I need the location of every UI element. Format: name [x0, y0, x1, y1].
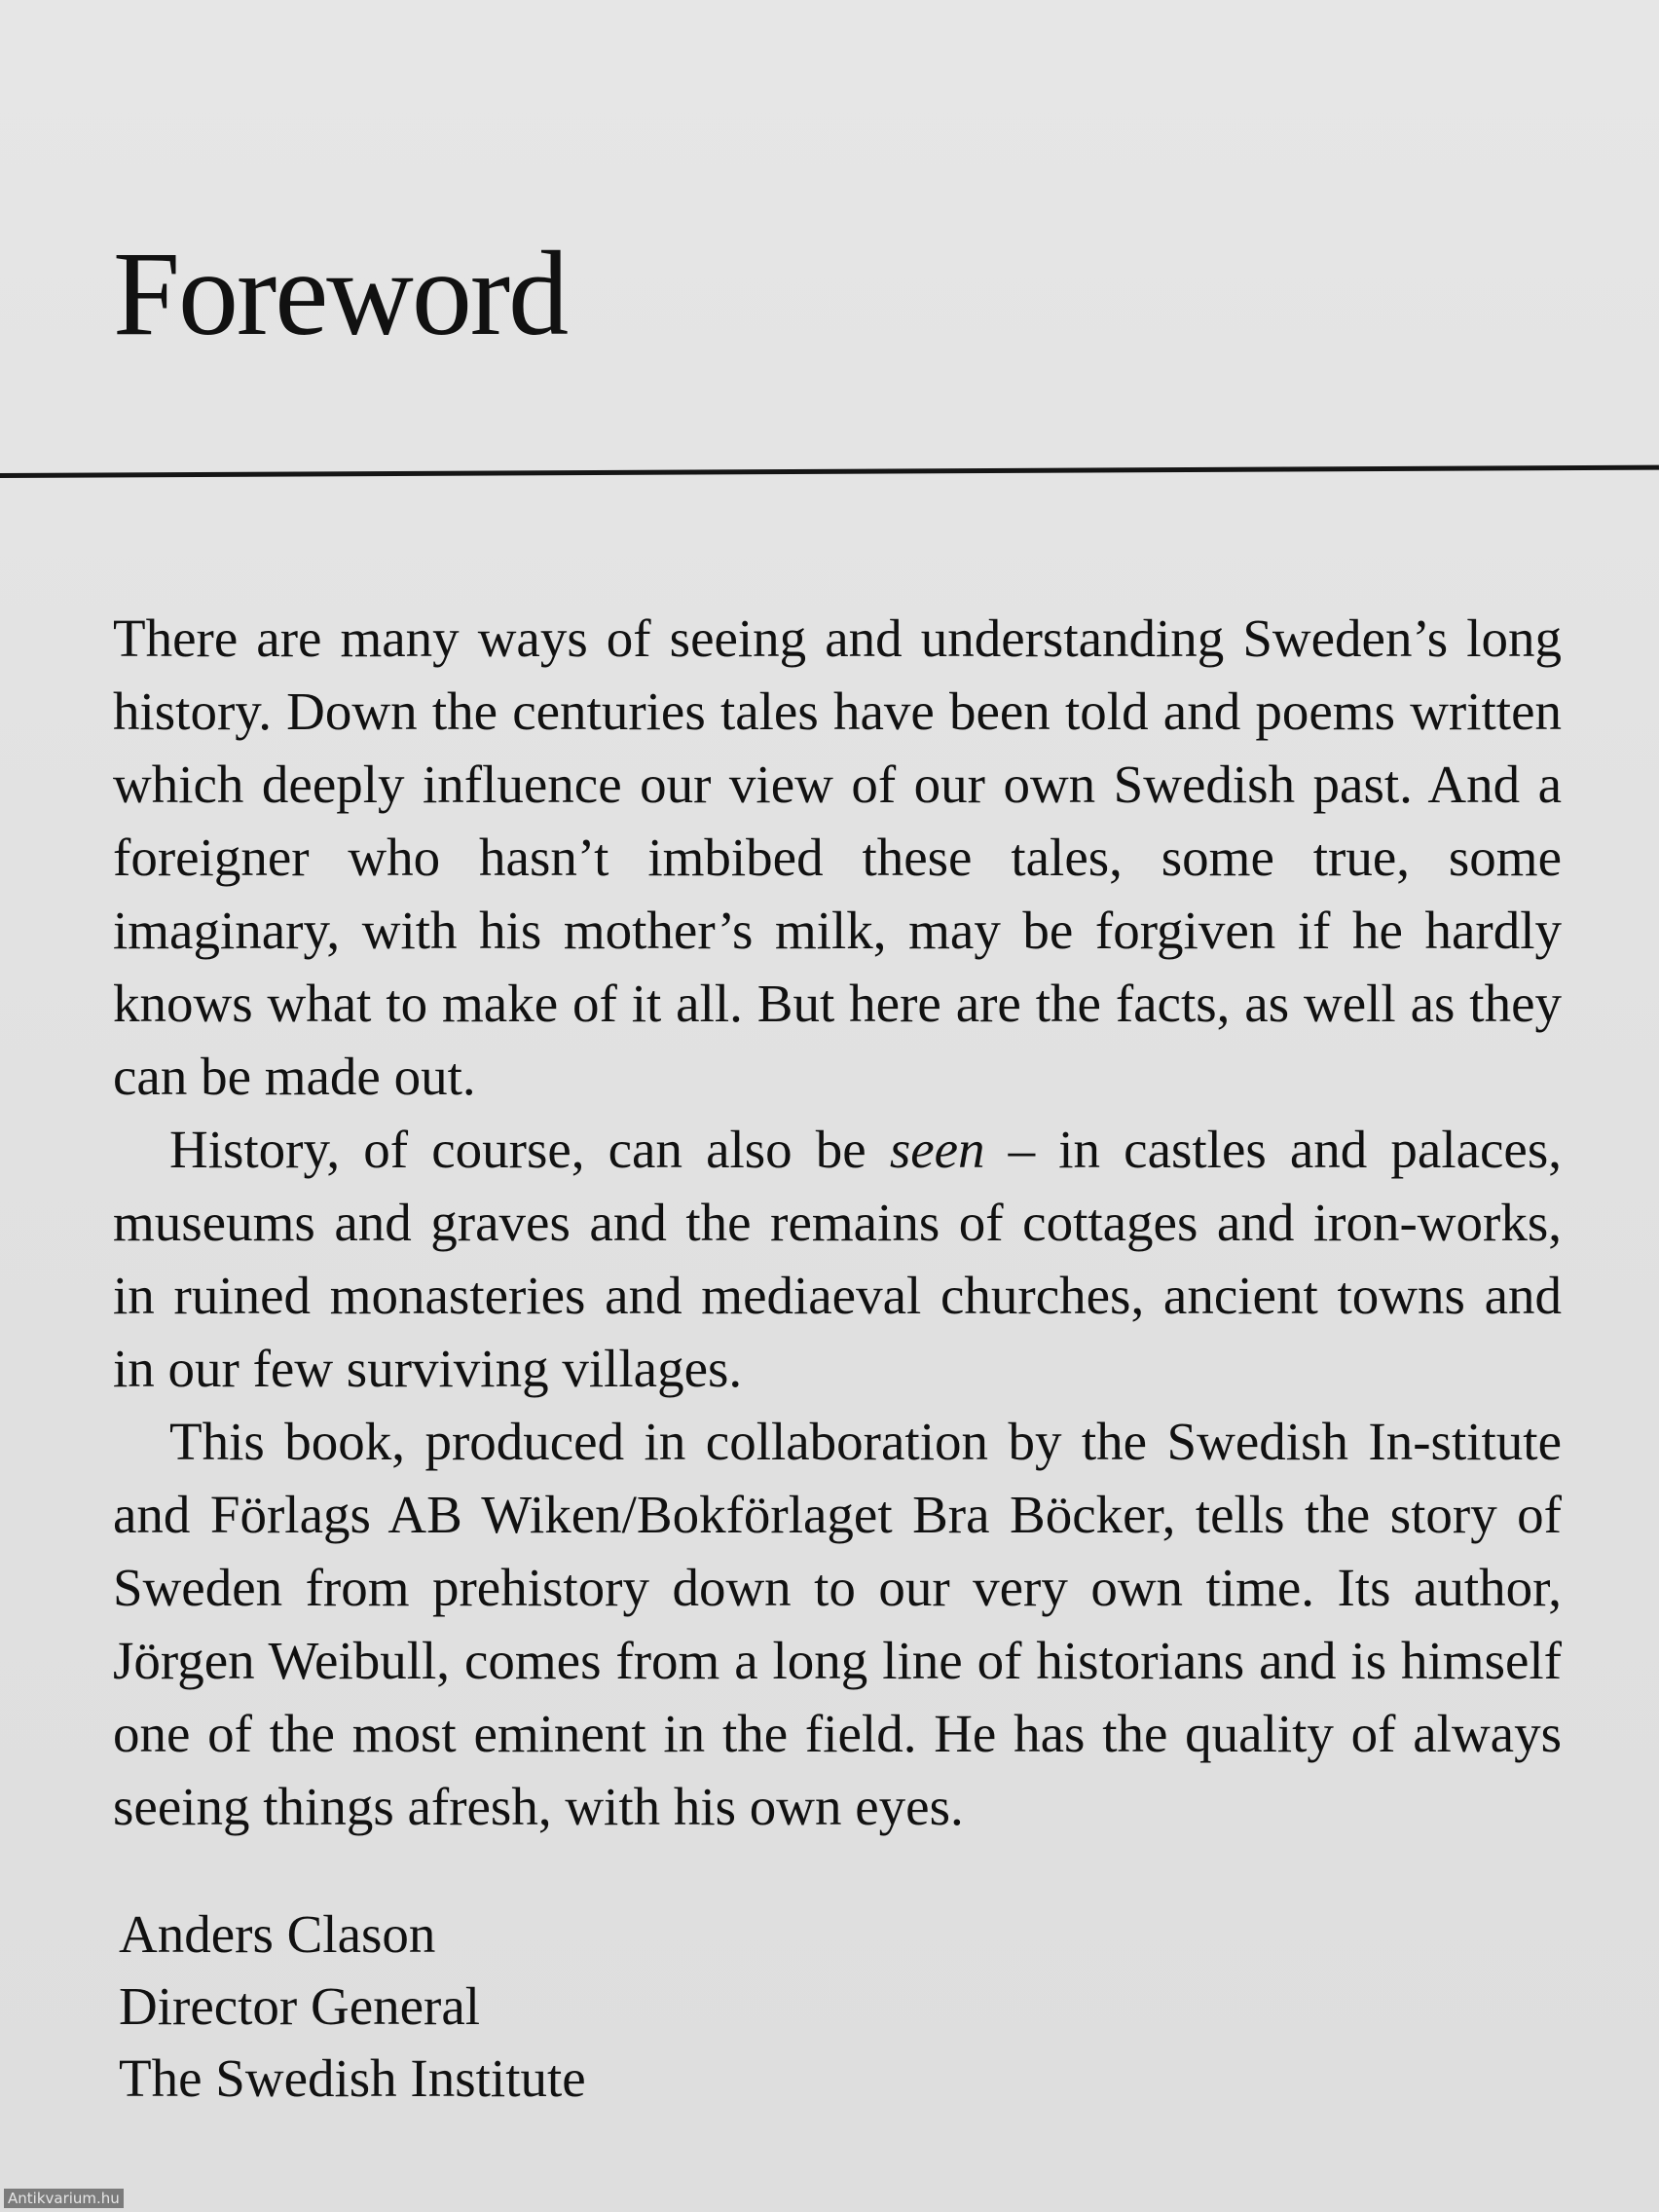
signature-block — [119, 1899, 586, 2115]
paragraph-2 — [113, 1113, 1562, 1405]
signature-name: Anders Clason — [119, 1904, 436, 1964]
paragraph-2-start: History, of course, can also be — [169, 1120, 890, 1179]
signature-organization: The Swedish Institute — [119, 2048, 586, 2108]
signature-position: Director General — [119, 1976, 481, 2036]
paragraph-2-emphasis: seen — [889, 1120, 985, 1179]
paragraph-1: There are many ways of seeing and understanding Sweden’s long history. Down the centuries tales have been told and poems written which deeply influence our view of our own Swedish past. And a foreigner who hasn’t imbibed these tales, some true, some imaginary, with his mother’s milk, may be forgiven if he hardly knows what to make of it all. But here are the facts, as well as they can be made out. — [113, 608, 1562, 1106]
paragraph-3: This book, produced in collaboration by the Swedish In-stitute and Förlags AB Wiken/Bokförlaget Bra Böcker, tells the story of Sweden from prehistory down to our very own time. Its author, Jörgen Weibull, comes from a long line of historians and is himself one of the most eminent in the field. He has the quality of always seeing things afresh, with his own eyes. — [113, 1412, 1562, 1836]
foreword-body — [113, 602, 1562, 1843]
paragraph-2-end: – in castles and palaces, museums and graves and the remains of cottages and iron-works, in ruined monasteries and mediaeval churches, ancient towns and in our few surviving villages. — [113, 1120, 1562, 1398]
page-title: Foreword — [113, 227, 568, 360]
title-divider — [0, 465, 1659, 478]
watermark-label: Antikvarium.hu — [4, 2189, 124, 2208]
